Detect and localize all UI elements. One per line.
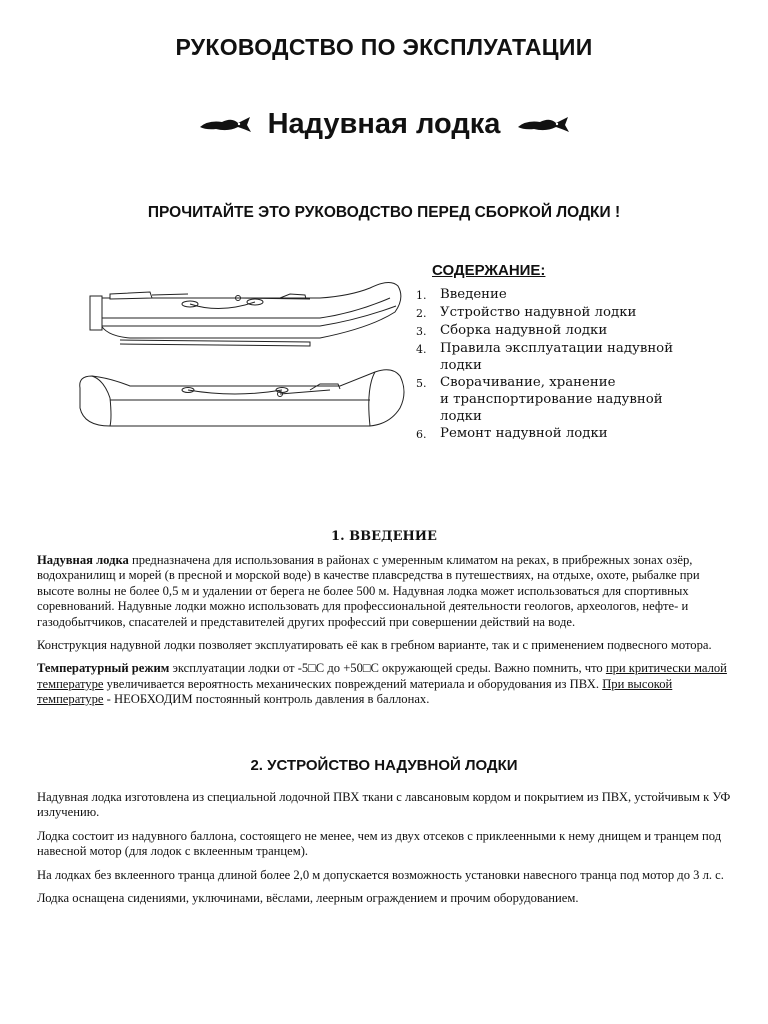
section-2-paragraph-2: Лодка состоит из надувного баллона, состоящего не менее, чем из двух отсеков с приклеенными к нему днищем и транцем под навесной мотор (для лодок с вклеенным транцем).	[37, 828, 722, 859]
section-1-paragraph-3: Температурный режим эксплуатации лодки от -5□С до +50□С окружающей среды. Важно помнить, что при критически малой температуре увеличивается вероятность механических повреждений материала и оборудования из ПВХ. При высокой температуре - НЕОБХОДИМ постоянный контроль давления в баллонах.	[37, 661, 727, 707]
warning-text: ПРОЧИТАЙТЕ ЭТО РУКОВОДСТВО ПЕРЕД СБОРКОЙ ЛОДКИ !	[147, 204, 621, 221]
boat-title: Надувная лодка	[267, 108, 501, 140]
section-2-paragraph-1: Надувная лодка изготовлена из специальной лодочной ПВХ ткани с лавсановым кордом и покрытием из ПВХ, устойчивым к УФ излучению.	[37, 790, 731, 820]
section-2-heading: 2. УСТРОЙСТВО НАДУВНОЙ ЛОДКИ	[250, 757, 518, 774]
toc-heading: СОДЕРЖАНИЕ:	[432, 262, 546, 279]
toc-list	[416, 286, 716, 443]
section-1-paragraph-1: Надувная лодка предназначена для использования в районах с умеренным климатом на реках, в прибрежных зонах озёр, водохранилищ и морей (в пресной и морской воде) в качестве плавсредства в путешествиях, на отдыхе, охоте, рыбалке при высоте волны не более 0,5 м и удалении от берега не более 500 м. Надувная лодка может использоваться для спортивных соревнований. Надувные лодки можно использовать для профессиональной деятельности геологов, археологов, нефте- и газодобытчиков, спасателей и представителей других профессий при совершении действий на воде.	[37, 553, 700, 629]
toc-item-structure[interactable]: 2. Устройство надувной лодки	[416, 305, 637, 320]
boat-title-row	[0, 108, 768, 141]
section-2-body	[37, 790, 737, 914]
section-2-paragraph-4: Лодка оснащена сидениями, уключинами, вёслами, леерным ограждением и прочим оборудованием.	[37, 891, 579, 906]
section-2-paragraph-3: На лодках без вклеенного транца длиной более 2,0 м допускается возможность установки навесного транца под мотор до 3 л. с.	[37, 867, 724, 882]
toc-item-operation-rules[interactable]: 4. Правила эксплуатации надувной лодки	[416, 341, 674, 373]
fish-icon-right	[516, 114, 570, 136]
toc-item-storage[interactable]: 5. Сворачивание, хранение и транспортирование надувной лодки	[416, 375, 663, 424]
document-title: РУКОВОДСТВО ПО ЭКСПЛУАТАЦИИ	[175, 34, 593, 60]
boat-side-view	[90, 282, 401, 346]
fish-icon-left	[198, 114, 252, 136]
section-1-body	[37, 553, 737, 716]
inflatable-boat-drawing	[70, 268, 410, 448]
section-1-paragraph-2: Конструкция надувной лодки позволяет эксплуатировать её как в гребном варианте, так и с применением подвесного мотора.	[37, 638, 712, 653]
table-of-contents	[416, 262, 716, 443]
boat-perspective-view	[80, 370, 404, 426]
toc-item-introduction[interactable]: 1. Введение	[416, 287, 507, 302]
toc-item-repair[interactable]: 6. Ремонт надувной лодки	[416, 426, 608, 441]
toc-item-assembly[interactable]: 3. Сборка надувной лодки	[416, 323, 608, 338]
section-1-heading: 1. ВВЕДЕНИЕ	[331, 529, 437, 544]
